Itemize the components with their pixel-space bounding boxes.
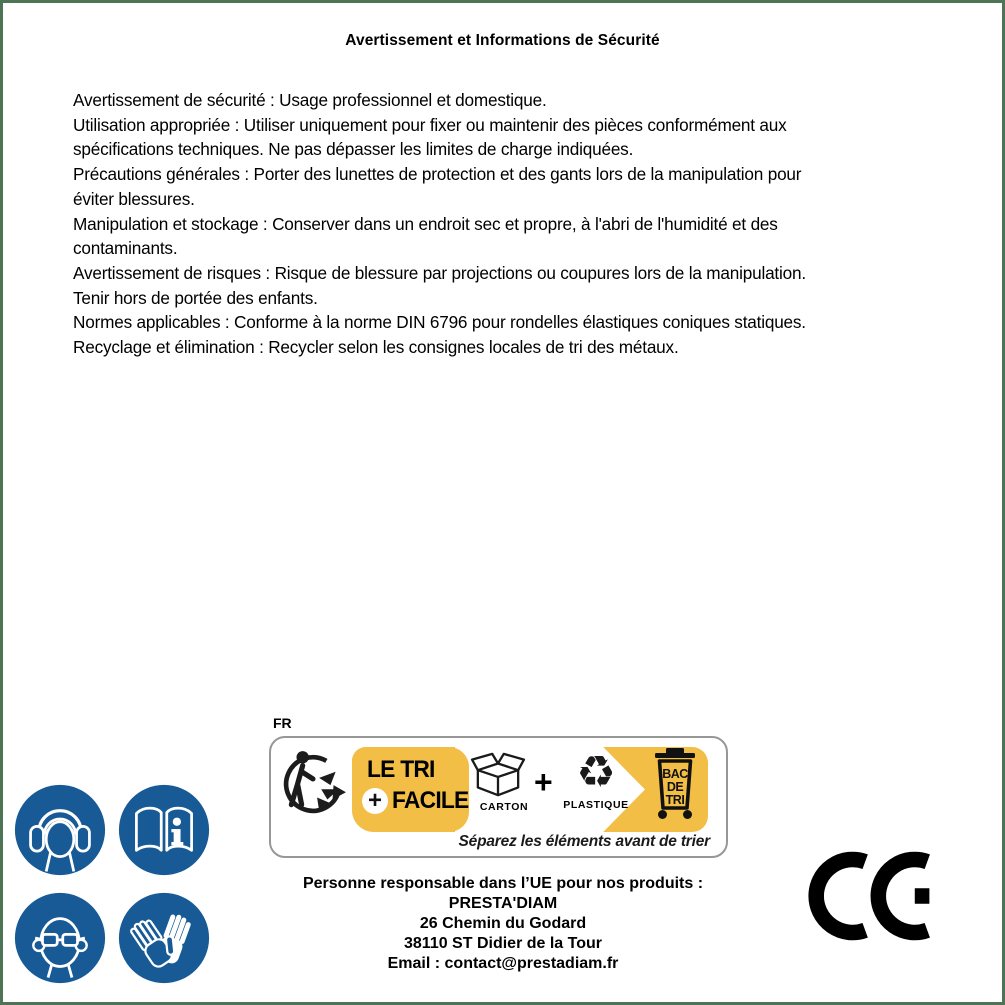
safety-text-line: Tenir hors de portée des enfants. [73,287,318,308]
safety-text-line: Précautions générales : Porter des lunettes de protection et des gants lors de la manipulation pour [73,164,802,185]
cardboard-box-icon [469,751,527,799]
country-code-label: FR [273,715,292,731]
responsible-person-block [256,874,750,974]
safety-text-line: Manipulation et stockage : Conserver dans un endroit sec et propre, à l'abri de l'humidité et des [73,213,778,234]
tri-banner-headline-bubble [352,747,469,832]
company-name: PRESTA'DIAM [448,895,558,912]
svg-text:DE: DE [666,780,684,794]
address-street: 26 Chemin du Godard [419,915,587,932]
safety-text-line: Avertissement de sécurité : Usage professionnel et domestique. [73,90,547,110]
plastic-recycling-icon: ♻ [576,747,616,798]
info-tri-banner [269,736,728,858]
plus-circle-icon: + [362,788,388,814]
read-instruction-manual-icon [118,784,210,876]
svg-text:BAC: BAC [662,767,688,781]
wear-ear-protection-icon [14,784,106,876]
material-plastique: ♻ PLASTIQUE [559,749,633,811]
tri-headline-line2: + FACILE [362,787,473,815]
safety-text-line: Utilisation appropriée : Utiliser uniquement pour fixer ou maintenir des pièces conformément aux [73,114,787,135]
safety-text-line: contaminants. [73,238,178,259]
safety-text-line: Avertissement de risques : Risque de blessure par projections ou coupures lors de la manipulation. [73,262,806,283]
safety-text-line: spécifications techniques. Ne pas dépasser les limites de charge indiquées. [73,139,634,160]
safety-text-line: Normes applicables : Conforme à la norme DIN 6796 pour rondelles élastiques coniques statiques. [73,312,806,333]
wear-protective-gloves-icon [118,892,210,984]
ce-mark-icon [807,848,944,944]
contact-email: Email : contact@prestadiam.fr [387,955,619,972]
triman-recycling-icon [282,747,346,817]
svg-text:TRI: TRI [665,793,685,807]
mandatory-icons-grid [14,784,210,984]
tri-tagline: Séparez les éléments avant de trier [458,833,710,850]
safety-text-line: éviter blessures. [73,188,195,209]
sorting-bin-icon [652,745,698,825]
safety-text-line: Recyclage et élimination : Recycler selon les consignes locales de tri des métaux. [73,337,679,358]
material-carton: CARTON [469,751,539,813]
wear-eye-protection-icon [14,892,106,984]
address-city: 38110 ST Didier de la Tour [404,935,602,952]
materials-separator: + [534,764,553,800]
safety-text-block [73,88,1001,360]
page-title: Avertissement et Informations de Sécurité [345,32,660,49]
tri-headline-line1: LE TRI [367,756,435,783]
responsible-heading: Personne responsable dans l’UE pour nos produits : [302,875,704,892]
